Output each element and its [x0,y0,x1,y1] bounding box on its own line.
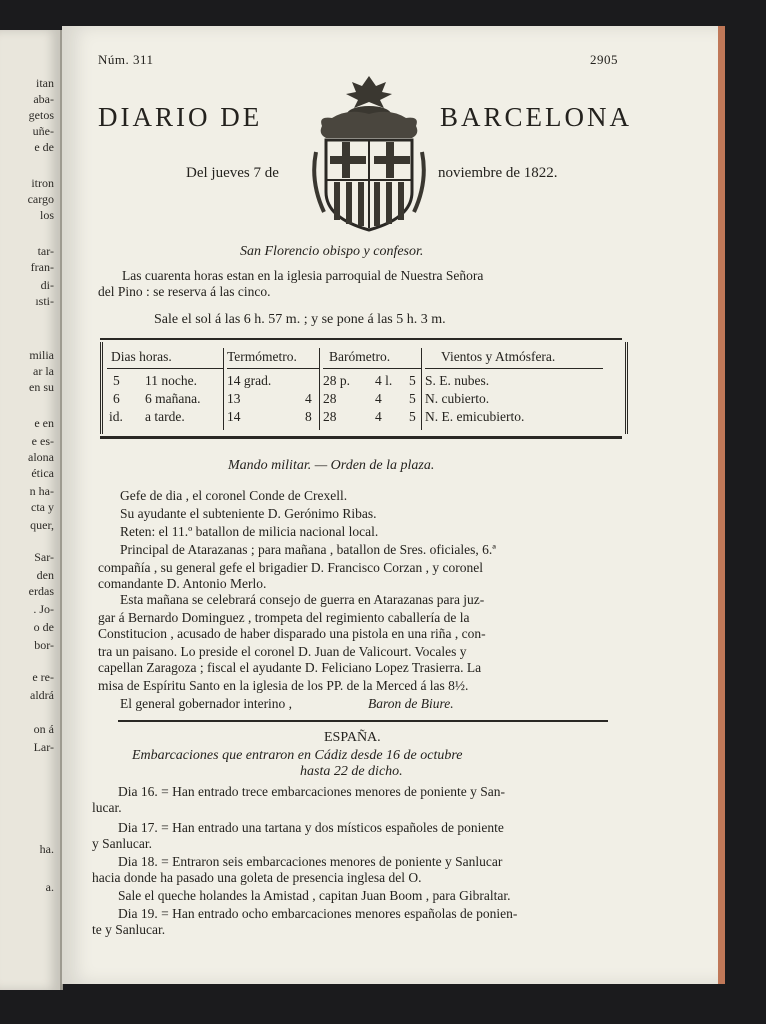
column-divider [319,348,320,430]
left-fragment: a. [45,880,54,894]
masthead-left: DIARIO DE [98,102,263,132]
row-wind: N. cubierto. [425,391,490,406]
page-number: 2905 [590,52,618,67]
left-fragment: ar la [33,364,54,378]
left-fragment: getos [28,108,54,122]
spain-subheading: Embarcaciones que entraron en Cádiz desde 16 de octubre [132,748,463,763]
divider [118,720,608,722]
row-thermo-fraction: 4 [305,391,312,406]
row-baro-f: 5 [409,391,416,406]
left-fragment: den [36,568,54,582]
left-fragment: e de [34,140,54,154]
header-thermometer: Termómetro. [227,349,297,364]
military-line: capellan Zaragoza ; fiscal el ayudante D. Feliciano Lopez Trasierra. La [98,660,482,675]
row-thermo-fraction: 8 [305,409,312,424]
left-fragment: uñe- [32,124,54,138]
left-fragment: ısti- [35,294,54,308]
left-fragment: Sar- [34,550,54,564]
left-fragment: los [39,208,54,222]
column-divider [223,348,224,430]
left-fragment: itan [36,76,54,90]
row-baro-l: 4 [375,391,382,406]
military-line: compañía , su general gefe el brigadier D. Francisco Corzan , y coronel [98,560,483,575]
military-line: comandante D. Antonio Merlo. [98,576,267,591]
left-fragment: Lar- [33,740,54,754]
spain-heading: ESPAÑA. [324,730,381,745]
row-baro-f: 5 [409,373,416,388]
left-fragment: quer, [30,518,54,532]
row-time: 6 mañana. [145,391,201,406]
military-line: Constitucion , acusado de haber disparado una pistola en una riña , con- [98,626,486,641]
military-line: Su ayudante el subteniente D. Gerónimo Ribas. [120,506,377,521]
header-days: Dias horas. [111,349,172,364]
barcelona-coat-of-arms-icon [308,72,430,236]
sun-times: Sale el sol á las 6 h. 57 m. ; y se pone á las 5 h. 3 m. [154,312,446,327]
military-line: Esta mañana se celebrará consejo de guerra en Atarazanas para juz- [120,592,485,607]
left-fragment: cta y [31,500,54,514]
row-baro-l: 4 l. [375,373,393,388]
left-fragment: fran- [30,260,54,274]
row-baro-p: 28 [323,409,337,424]
left-fragment: alona [28,450,54,464]
left-fragment: ética [31,466,54,480]
row-day: 5 [113,373,120,388]
left-fragment: aba- [33,92,54,106]
left-fragment: o de [33,620,54,634]
row-baro-l: 4 [375,409,382,424]
divider [100,338,622,340]
spain-line: lucar. [92,800,122,815]
row-time: 11 noche. [145,373,197,388]
row-baro-p: 28 [323,391,337,406]
date-left: Del jueves 7 de [186,165,279,181]
spain-line: Dia 17. = Han entrado una tartana y dos místicos españoles de poniente [118,820,504,835]
newspaper-page [62,26,725,984]
left-fragment: di- [40,278,54,292]
spain-line: y Sanlucar. [92,836,152,851]
left-fragment: milia [29,348,54,362]
spain-line: te y Sanlucar. [92,922,166,937]
issue-number: Núm. 311 [98,52,154,67]
forty-hours-line: Las cuarenta horas estan en la iglesia parroquial de Nuestra Señora [122,268,484,283]
left-fragment: itron [31,176,54,190]
weather-table [100,342,628,434]
spain-line: Sale el queche holandes la Amistad , capitan Juan Boom , para Gibraltar. [118,888,511,903]
row-baro-p: 28 p. [323,373,350,388]
spain-line: Dia 19. = Han entrado ocho embarcaciones menores españolas de ponien- [118,906,518,921]
military-signature-prefix: El general gobernador interino , [120,696,293,711]
spain-line: Dia 16. = Han entrado trece embarcaciones menores de poniente y San- [118,784,505,799]
military-line: misa de Espíritu Santo en la iglesia de los PP. de la Merced á las 8½. [98,678,469,693]
row-thermo: 14 grad. [227,373,272,388]
left-fragment: n ha- [29,484,54,498]
header-underline [323,368,421,369]
left-fragment: on á [33,722,54,736]
divider [100,436,622,439]
military-line: Reten: el 11.º batallon de milicia nacional local. [120,524,379,539]
military-heading: Mando militar. — Orden de la plaza. [228,458,435,473]
header-underline [227,368,319,369]
left-fragment: e en [34,416,54,430]
saint-of-day: San Florencio obispo y confesor. [240,244,424,259]
header-underline [425,368,603,369]
forty-hours-line: del Pino : se reserva á las cinco. [98,284,271,299]
left-fragment: . Jo- [33,602,54,616]
header-underline [107,368,223,369]
row-day: id. [109,409,123,424]
row-thermo: 13 [227,391,241,406]
left-fragment: en su [29,380,54,394]
military-signature-name: Baron de Biure. [368,696,454,711]
military-line: gar á Bernardo Dominguez , trompeta del regimiento caballería de la [98,610,470,625]
left-page [0,30,63,990]
masthead-right: BARCELONA [440,102,633,132]
military-line: Principal de Atarazanas ; para mañana , batallon de Sres. oficiales, 6.ª [120,542,496,557]
spain-line: hacia donde ha pasado una goleta de presencia inglesa del O. [92,870,422,885]
military-line: Gefe de dia , el coronel Conde de Crexell. [120,488,348,503]
row-wind: N. E. emicubierto. [425,409,525,424]
spain-subheading: hasta 22 de dicho. [300,764,403,779]
row-time: a tarde. [145,409,185,424]
left-fragment: aldrá [30,688,54,702]
military-line: tra un paisano. Lo preside el coronel D. Juan de Valicourt. Vocales y [98,644,467,659]
left-fragment: erdas [28,584,54,598]
spain-line: Dia 18. = Entraron seis embarcaciones menores de poniente y Sanlucar [118,854,503,869]
row-baro-f: 5 [409,409,416,424]
column-divider [421,348,422,430]
left-fragment: e es- [31,434,54,448]
row-day: 6 [113,391,120,406]
left-fragment: tar- [37,244,54,258]
left-fragment: bor- [34,638,54,652]
left-fragment: ha. [39,842,54,856]
row-thermo: 14 [227,409,241,424]
left-fragment: e re- [32,670,54,684]
date-right: noviembre de 1822. [438,165,558,181]
row-wind: S. E. nubes. [425,373,490,388]
left-fragment: cargo [27,192,54,206]
header-winds: Vientos y Atmósfera. [441,349,556,364]
header-barometer: Barómetro. [329,349,391,364]
